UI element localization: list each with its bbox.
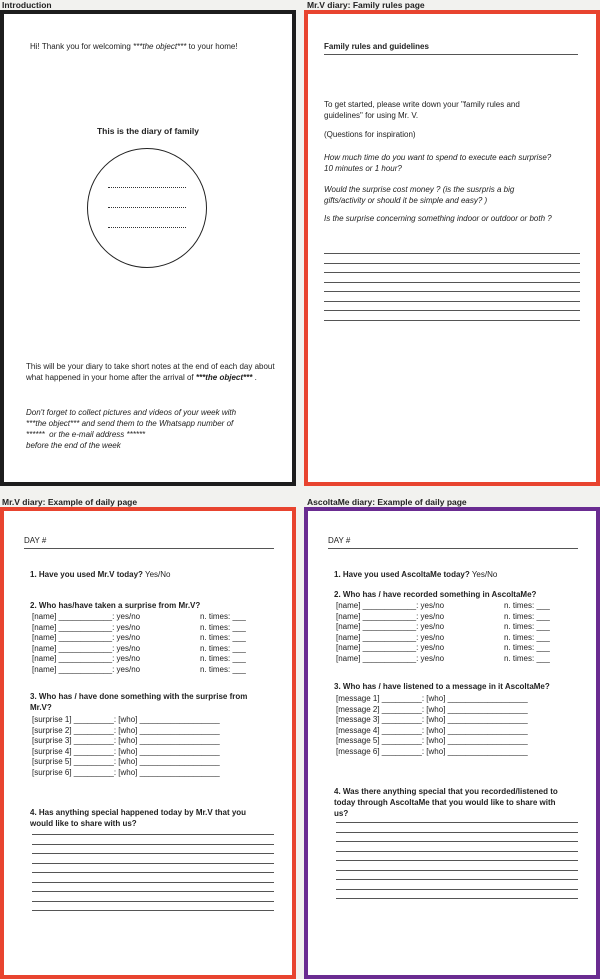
- writing-line: [324, 272, 580, 273]
- writing-line: [32, 910, 274, 911]
- greeting: [30, 41, 238, 52]
- times-field: n. times: ___: [504, 643, 550, 652]
- inspiration-label: (Questions for inspiration): [324, 130, 416, 139]
- writing-line: [32, 882, 274, 883]
- reminder-line: ****** or the e-mail address ******: [26, 430, 146, 439]
- writing-line: [32, 901, 274, 902]
- question-4-line: 4. Has anything special happened today by Mr.V that you: [30, 808, 247, 817]
- writing-line: [336, 841, 578, 842]
- question-3: [30, 691, 292, 713]
- writing-line: [32, 834, 274, 835]
- question-cost: [324, 184, 590, 206]
- writing-line: [336, 860, 578, 861]
- question-3-line: 3. Who has / have done something with the surprise from: [30, 692, 248, 701]
- writing-line: [336, 879, 578, 880]
- writing-line: [324, 291, 580, 292]
- name-row: [name] ____________: yes/no: [32, 612, 141, 621]
- times-field: n. times: ___: [504, 653, 550, 663]
- diary-title: This is the diary of family: [96, 126, 200, 136]
- name-row: [name] ____________: yes/no: [336, 643, 445, 652]
- caption-family-rules: Mr.V diary: Family rules page: [307, 0, 425, 10]
- writing-line: [324, 253, 580, 254]
- circle-line: [108, 187, 186, 188]
- writing-line: [324, 310, 580, 311]
- mrv-daily-page: [0, 507, 296, 979]
- greeting-start: Hi! Thank you for welcoming: [30, 42, 134, 51]
- reminder-line: ***the object*** and send them to the Whatsapp number of: [26, 419, 234, 428]
- who-row: [surprise 5] _________: [who] __________________: [32, 757, 220, 766]
- writing-line: [336, 832, 578, 833]
- times-field: n. times: ___: [504, 601, 550, 610]
- question-2: 2. Who has / have recorded something in AscoltaMe?: [334, 590, 537, 599]
- times-field: n. times: ___: [504, 632, 550, 642]
- question-1-text: 1. Have you used Mr.V today?: [30, 570, 143, 579]
- who-row: [surprise 1] _________: [who] __________________: [32, 715, 220, 724]
- question-1-text: 1. Have you used AscoltaMe today?: [334, 570, 470, 579]
- times-field: n. times: ___: [200, 622, 246, 632]
- purpose-text: This will be your diary to take short notes at the end of each day about what happened in your home after the arrival of: [26, 362, 275, 382]
- question-1-answer: Yes/No: [469, 570, 498, 579]
- caption-mrv-daily: Mr.V diary: Example of daily page: [2, 497, 138, 507]
- reminder-line: before the end of the week: [26, 441, 121, 450]
- writing-line: [32, 872, 274, 873]
- name-row: [name] ____________: yes/no: [336, 601, 445, 610]
- times-field: n. times: ___: [200, 612, 246, 621]
- who-row: [surprise 4] _________: [who] __________________: [32, 746, 220, 756]
- name-row: [name] ____________: yes/no: [32, 622, 141, 632]
- question-4-line: today through AscoltaMe that you would like to share with: [334, 798, 556, 807]
- circle-line: [108, 207, 186, 208]
- greeting-object: ***the object***: [133, 42, 187, 51]
- name-row: [name] ____________: yes/no: [32, 643, 141, 653]
- writing-line: [336, 889, 578, 890]
- writing-line: [32, 891, 274, 892]
- writing-line: [324, 263, 580, 264]
- question-line: gifts/activity or should it be simple and easy? ): [324, 196, 488, 205]
- question-4: [334, 786, 600, 819]
- writing-line: [32, 853, 274, 854]
- day-label: DAY #: [24, 536, 47, 545]
- intro-line: To get started, please write down your "family rules and: [324, 100, 520, 109]
- reminder-line: Don't forget to collect pictures and videos of your week with: [26, 408, 237, 417]
- day-underline: [328, 548, 578, 549]
- writing-line: [32, 863, 274, 864]
- name-row: [name] ____________: yes/no: [336, 632, 445, 642]
- who-row: [surprise 3] _________: [who] __________________: [32, 736, 220, 745]
- title-underline: [324, 54, 578, 55]
- who-row: [surprise 6] _________: [who] __________________: [32, 767, 220, 777]
- day-label: DAY #: [328, 536, 351, 545]
- times-field: n. times: ___: [200, 654, 246, 663]
- question-4-line: 4. Was there anything special that you recorded/listened to: [334, 787, 558, 796]
- times-field: n. times: ___: [504, 611, 550, 621]
- family-rules-intro: [324, 99, 586, 121]
- question-3-line: Mr.V?: [30, 703, 52, 712]
- greeting-end: to your home!: [186, 42, 238, 51]
- diary-purpose-text: [26, 361, 282, 383]
- times-field: n. times: ___: [504, 622, 550, 631]
- family-name-circle: [87, 148, 207, 268]
- who-row: [message 3] _________: [who] __________________: [336, 715, 528, 724]
- purpose-object: ***the object***: [195, 373, 253, 382]
- who-row: [message 5] _________: [who] __________________: [336, 736, 528, 745]
- question-4: [30, 807, 292, 829]
- writing-line: [324, 301, 580, 302]
- name-row: [name] ____________: yes/no: [32, 633, 141, 642]
- question-1: [334, 569, 497, 580]
- purpose-end: .: [252, 373, 257, 382]
- times-field: n. times: ___: [200, 664, 246, 674]
- times-field: n. times: ___: [200, 643, 246, 653]
- reminder-text: [26, 407, 288, 451]
- family-rules-title: Family rules and guidelines: [324, 42, 429, 51]
- name-row: [name] ____________: yes/no: [32, 664, 141, 674]
- caption-ascoltame-daily: AscoltaMe diary: Example of daily page: [307, 497, 467, 507]
- name-row: [name] ____________: yes/no: [32, 654, 141, 663]
- question-line: Would the surprise cost money ? (is the susrpris a big: [324, 185, 515, 194]
- question-line: How much time do you want to spend to execute each surprise?: [324, 153, 552, 162]
- family-rules-page: [304, 10, 600, 486]
- times-field: n. times: ___: [200, 633, 246, 642]
- question-time: [324, 152, 590, 174]
- who-row: [message 4] _________: [who] __________________: [336, 725, 528, 735]
- question-3: 3. Who has / have listened to a message in it AscoltaMe?: [334, 682, 550, 691]
- question-1: [30, 569, 171, 580]
- writing-line: [336, 898, 578, 899]
- question-2: 2. Who has/have taken a surprise from Mr.V?: [30, 601, 201, 610]
- writing-line: [336, 822, 578, 823]
- name-row: [name] ____________: yes/no: [336, 653, 445, 663]
- question-indoor: Is the surprise concerning something indoor or outdoor or both ?: [324, 214, 552, 223]
- question-line: 10 minutes or 1 hour?: [324, 164, 402, 173]
- writing-line: [324, 282, 580, 283]
- writing-line: [324, 320, 580, 321]
- name-row: [name] ____________: yes/no: [336, 611, 445, 621]
- question-4-line: would like to share with us?: [30, 819, 137, 828]
- question-1-answer: Yes/No: [142, 570, 171, 579]
- who-row: [message 2] _________: [who] __________________: [336, 704, 528, 714]
- writing-line: [32, 844, 274, 845]
- who-row: [message 1] _________: [who] __________________: [336, 694, 528, 703]
- who-row: [surprise 2] _________: [who] __________________: [32, 725, 220, 735]
- intro-line: guidelines" for using Mr. V.: [324, 111, 419, 120]
- caption-introduction: Introduction: [2, 0, 52, 10]
- introduction-page: [0, 10, 296, 486]
- writing-line: [336, 851, 578, 852]
- ascoltame-daily-page: [304, 507, 600, 979]
- circle-line: [108, 227, 186, 228]
- name-row: [name] ____________: yes/no: [336, 622, 445, 631]
- who-row: [message 6] _________: [who] __________________: [336, 746, 528, 756]
- question-4-line: us?: [334, 809, 349, 818]
- day-underline: [24, 548, 274, 549]
- writing-line: [336, 870, 578, 871]
